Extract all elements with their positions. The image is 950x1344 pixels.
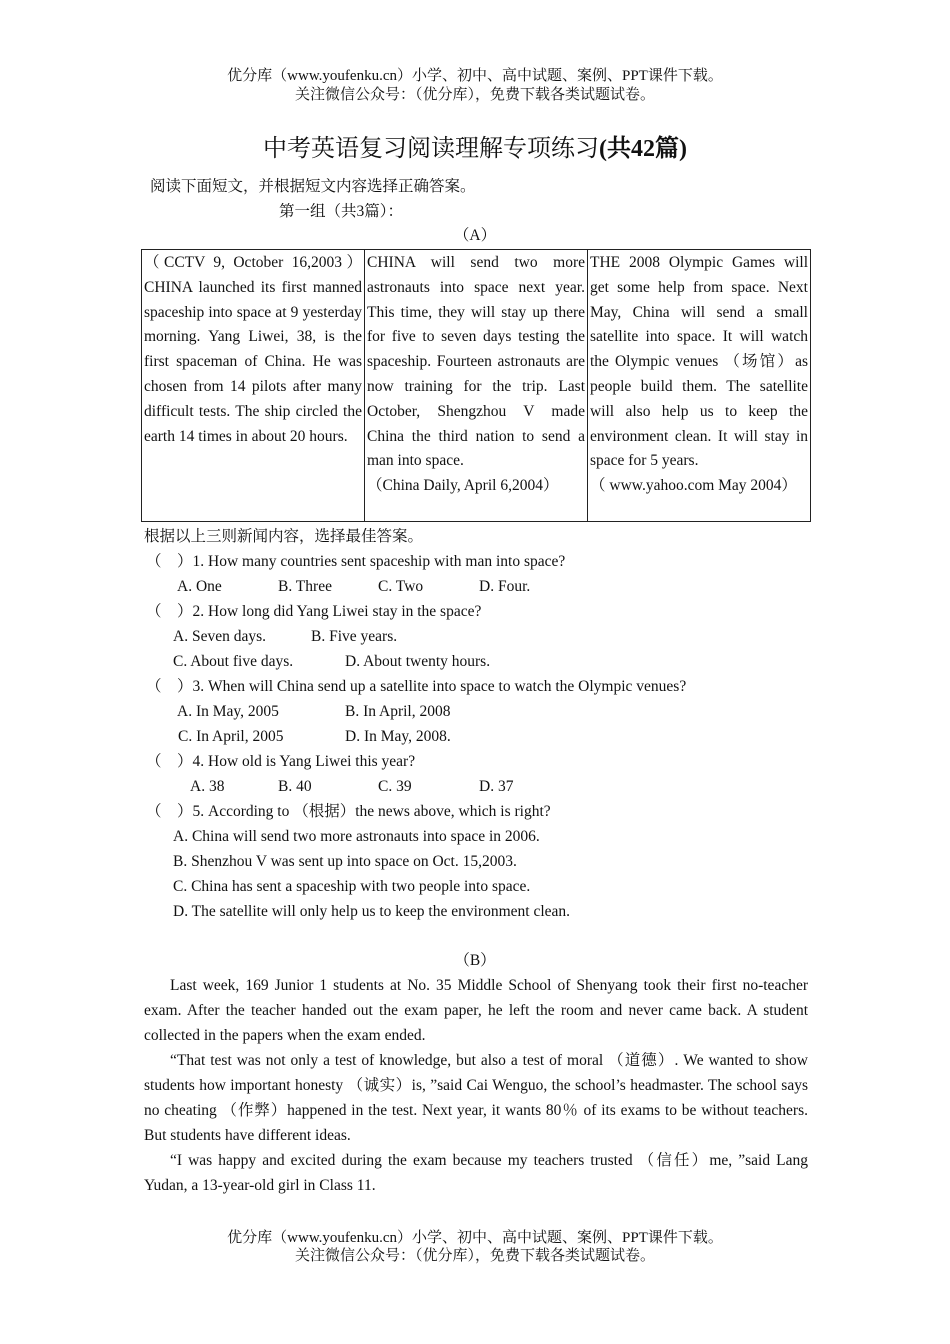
q3-option-d: D. In May, 2008. [345, 728, 451, 745]
news-cell-cctv [142, 250, 365, 522]
section-b-paragraph-2: “That test was not only a test of knowledge, but also a test of moral （道德）. We wanted to show students how important honesty （诚实）is, ”said Cai Wenguo, the school’s headmaster. The school says no cheating （作弊）happened in the test. Next year, it wants 80％ of its exams to be without teachers. But students have different ideas. [144, 1052, 808, 1144]
question-3: （ ）3. When will China send up a satellite into space to watch the Olympic venues? [146, 678, 687, 695]
title-suffix: (共42篇) [599, 136, 687, 162]
title-prefix: 中考英语复习阅读理解专项练习 [263, 136, 599, 162]
q1-option-a: A. One [177, 578, 222, 595]
q5-option-b: B. Shenzhou V was sent up into space on Oct. 15,2003. [173, 853, 517, 870]
news-china-daily-source: （China Daily, April 6,2004） [367, 477, 559, 495]
news-yahoo-text: THE 2008 Olympic Games will get some help from space. Next May, China will send a small satellite into space. It will watch the Olympic venues （场馆）as people build them. The satellite will also help us to keep the environment clean. It will stay in space for 5 years. [590, 254, 808, 470]
page-title [0, 134, 950, 164]
q1-option-d: D. Four. [479, 578, 531, 595]
q3-option-a: A. In May, 2005 [177, 703, 279, 720]
footer-line-2: 关注微信公众号：（优分库），免费下载各类试题试卷。 [294, 1248, 655, 1264]
q1-option-c: C. Two [378, 578, 424, 595]
question-2: （ ）2. How long did Yang Liwei stay in the space? [146, 603, 482, 620]
footer-line-1: 优分库（www.youfenku.cn）小学、初中、高中试题、案例、PPT课件下载。 [227, 1230, 723, 1246]
q5-option-a: A. China will send two more astronauts into space in 2006. [173, 828, 540, 845]
q2-option-c: C. About five days. [173, 653, 294, 670]
q4-option-d: D. 37 [479, 778, 514, 795]
news-china-daily-text: CHINA will send two more astronauts into space next year. This time, they will stay up there for five to seven days testing the spaceship. Fourteen astronauts are now training for the trip. Last October, Shengzhou V made China the third nation to send a man into space. [367, 254, 585, 470]
question-5: （ ）5. According to （根据）the news above, which is right? [146, 803, 551, 820]
q4-option-a: A. 38 [190, 778, 225, 795]
news-table [141, 249, 811, 522]
section-a-label: （A） [453, 227, 497, 244]
q1-option-b: B. Three [278, 578, 332, 595]
group-label: 第一组（共3篇）： [279, 203, 404, 220]
header-line-1: 优分库（www.youfenku.cn）小学、初中、高中试题、案例、PPT课件下载。 [227, 68, 723, 84]
news-yahoo-source: （ www.yahoo.com May 2004） [590, 477, 797, 495]
q2-option-d: D. About twenty hours. [345, 653, 491, 670]
news-cell-yahoo [588, 250, 811, 522]
q3-option-c: C. In April, 2005 [178, 728, 284, 745]
question-1: （ ）1. How many countries sent spaceship with man into space? [146, 553, 566, 570]
news-row [142, 250, 811, 522]
q2-option-b: B. Five years. [311, 628, 398, 645]
q5-option-c: C. China has sent a spaceship with two people into space. [173, 878, 531, 895]
section-b-paragraph-1: Last week, 169 Junior 1 students at No. 35 Middle School of Shenyang took their first no-teacher exam. After the teacher handed out the exam paper, he left the room and never came back. A student collected in the papers when the exam ended. [144, 977, 808, 1044]
section-b-label: （B） [454, 952, 496, 969]
q2-option-a: A. Seven days. [173, 628, 266, 645]
q3-option-b: B. In April, 2008 [345, 703, 451, 720]
section-b-paragraph-3: “I was happy and excited during the exam because my teachers trusted （信任）me, ”said Lang Yudan, a 13-year-old girl in Class 11. [144, 1152, 808, 1194]
q4-option-b: B. 40 [278, 778, 312, 795]
questions-prompt: 根据以上三则新闻内容，选择最佳答案。 [144, 528, 424, 545]
question-4: （ ）4. How old is Yang Liwei this year? [146, 753, 416, 770]
news-cctv-text: （CCTV 9, October 16,2003）CHINA launched its first manned spaceship into space at 9 yesterday morning. Yang Liwei, 38, is the first spaceman of China. He was chosen from 14 pilots after many difficult tests. The ship circled the earth 14 times in about 20 hours. [144, 254, 362, 445]
q4-option-c: C. 39 [378, 778, 412, 795]
q5-option-d: D. The satellite will only help us to keep the environment clean. [173, 903, 571, 920]
header-line-2: 关注微信公众号：（优分库），免费下载各类试题试卷。 [294, 87, 655, 103]
news-cell-china-daily [365, 250, 588, 522]
instruction: 阅读下面短文，并根据短文内容选择正确答案。 [150, 178, 476, 195]
